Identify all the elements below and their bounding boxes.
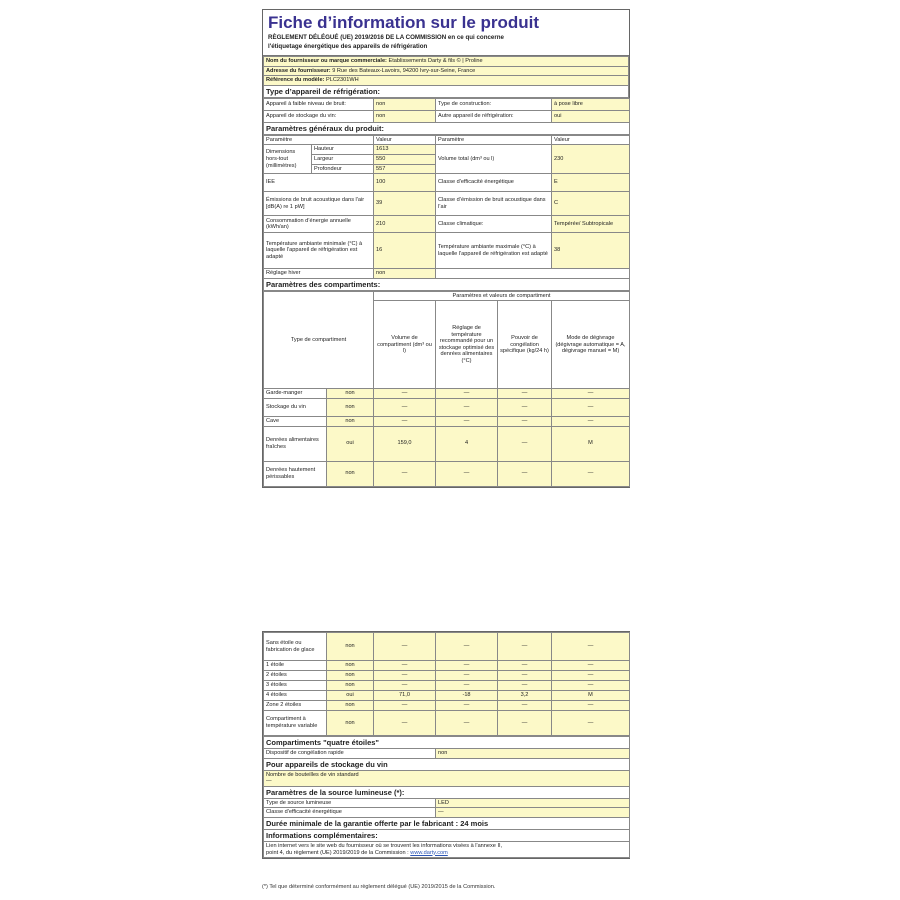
compartment-freeze: — [498,661,552,671]
compartment-volume: — [374,661,436,671]
compartment-present: oui [327,691,374,701]
compartment-name: Denrées alimentaires fraîches [264,426,327,461]
compartment-present: non [327,633,374,661]
compartment-freeze: — [498,398,552,416]
supplier-address-label: Adresse du fournisseur: [266,67,331,74]
compartment-freeze: — [498,461,552,486]
compartment-freeze: — [498,681,552,691]
compartment-volume: — [374,701,436,711]
compartment-freeze: — [498,671,552,681]
additional-info-table [263,736,630,858]
page-title: Fiche d’information sur le produit [268,13,540,32]
low-noise-label: Appareil à faible niveau de bruit: [264,98,374,110]
min-temp-value: 16 [374,233,436,269]
winter-row [264,269,630,279]
compartment-defrost: — [552,671,630,681]
param-col-header: Paramètre [264,135,374,145]
compartment-temp: — [436,633,498,661]
model-reference [264,76,629,86]
appliance-type-heading: Type d’appareil de réfrigération: [264,85,629,97]
compartment-row [264,671,630,681]
iee-label: IEE [264,174,374,192]
compartment-defrost: — [552,661,630,671]
compartment-freeze: — [498,711,552,736]
compartment-present: non [327,661,374,671]
compartment-defrost: — [552,681,630,691]
climate-label: Classe climatique: [436,216,552,233]
product-sheet-page-2 [262,631,630,859]
freeze-col-header: Pouvoir de congélation spécifique (kg/24 h) [498,301,552,389]
compartment-name: Garde-manger [264,389,327,399]
ambient-temp-row [264,233,630,269]
low-noise-value: non [374,98,436,110]
winter-label: Réglage hiver [264,269,374,279]
compartment-temp: -18 [436,691,498,701]
appliance-type-row-2 [264,110,630,122]
temp-col-header: Réglage de température recommandé pour un stockage optimisé des denrées alimentaires (°C) [436,301,498,389]
compartment-defrost: — [552,389,630,399]
compartment-temp: — [436,681,498,691]
consumption-value: 210 [374,216,436,233]
wine-appliance-label: Appareil de stockage du vin: [264,110,374,122]
compartment-name: 1 étoile [264,661,327,671]
compartment-defrost: — [552,416,630,426]
wine-bottles-row [264,770,630,786]
dimensions-label: Dimensions hors-tout (millimètres) [264,145,312,174]
iee-value: 100 [374,174,436,192]
four-star-heading: Compartiments "quatre étoiles" [264,737,630,749]
compartment-temp: — [436,398,498,416]
compartment-volume: — [374,398,436,416]
model-reference-value: PLC2301WH [326,77,359,84]
compartment-name: 2 étoiles [264,671,327,681]
noise-row [264,192,630,216]
compartment-present: non [327,711,374,736]
compartment-name: Stockage du vin [264,398,327,416]
compartment-type-header: Type de compartiment [264,291,374,389]
supplier-table [263,56,629,98]
fast-freeze-label: Dispositif de congélation rapide [264,749,436,759]
compartment-row [264,661,630,671]
compartment-defrost: — [552,711,630,736]
compartments-heading: Paramètres des compartiments: [264,278,630,290]
light-class-row [264,808,630,818]
compartment-volume: — [374,633,436,661]
compartment-present: non [327,461,374,486]
max-temp-value: 38 [552,233,630,269]
compartment-row [264,416,630,426]
height-row [264,145,630,155]
energy-class-label: Classe d'efficacité énergétique [436,174,552,192]
compartment-volume: — [374,416,436,426]
appliance-type-row-1 [264,98,630,110]
compartment-name: Zone 2 étoiles [264,701,327,711]
info-heading: Informations complémentaires: [264,829,630,841]
compartment-group-header: Paramètres et valeurs de compartiment [374,291,630,301]
noise-class-label: Classe d’émission de bruit acoustique dans l’air [436,192,552,216]
depth-value: 557 [374,164,436,174]
light-heading: Paramètres de la source lumineuse (*): [264,786,630,798]
compartment-row [264,461,630,486]
other-appliance-value: oui [552,110,630,122]
light-type-value: LED [436,798,630,808]
height-value: 1613 [374,145,436,155]
volume-value: 230 [552,145,630,174]
compartment-row [264,711,630,736]
compartment-temp: — [436,711,498,736]
compartment-row [264,701,630,711]
model-reference-row [264,76,629,86]
compartment-volume: — [374,671,436,681]
info-text-line-2 [266,850,627,857]
supplier-address-row [264,66,629,76]
wine-bottles [264,770,630,786]
volume-col-header: Volume de compartiment (dm³ ou l) [374,301,436,389]
energy-class-value: E [552,174,630,192]
supplier-name-row [264,57,629,67]
regulation-line-2: l'étiquetage énergétique des appareils de réfrigération [268,43,428,50]
supplier-address [264,66,629,76]
compartment-defrost: — [552,398,630,416]
info-text-line-1: Lien internet vers le site web du fournisseur où se trouvent les informations visées à l'annexe II, [266,842,503,849]
volume-label: Volume total (dm³ ou l) [436,145,552,174]
wine-bottles-label: Nombre de bouteilles de vin standard [266,771,359,778]
info-text-line-2-text: point 4, du règlement (UE) 2019/2019 de la Commission : [266,849,409,856]
light-type-label: Type de source lumineuse [264,798,436,808]
compartment-volume: — [374,389,436,399]
compartment-present: non [327,398,374,416]
compartment-row [264,633,630,661]
compartment-volume: 71,0 [374,691,436,701]
compartment-temp: — [436,389,498,399]
header [263,10,629,56]
compartment-temp: — [436,461,498,486]
wine-appliance-value: non [374,110,436,122]
compartment-temp: 4 [436,426,498,461]
compartment-defrost: — [552,633,630,661]
compartment-freeze: — [498,426,552,461]
footnote: (*) Tel que déterminé conformément au règlement délégué (UE) 2019/2015 de la Commission. [262,884,496,890]
compartment-volume: — [374,681,436,691]
compartment-present: non [327,389,374,399]
model-reference-label: Référence du modèle: [266,77,325,84]
compartment-temp: — [436,671,498,681]
compartment-freeze: — [498,389,552,399]
min-temp-label: Température ambiante minimale (°C) à laquelle l'appareil de réfrigération est adapté [264,233,374,269]
compartment-defrost: — [552,701,630,711]
supplier-address-value: 9 Rue des Bateaux-Lavoirs, 94200 Ivry-sur-Seine, France [332,67,476,74]
consumption-label: Consommation d’énergie annuelle (kWh/an) [264,216,374,233]
construction-label: Type de construction: [436,98,552,110]
compartment-present: non [327,681,374,691]
supplier-name [264,57,629,67]
compartment-present: oui [327,426,374,461]
depth-label: Profondeur [312,164,374,174]
compartment-freeze: 3,2 [498,691,552,701]
param-col-header-2: Paramètre [436,135,552,145]
compartment-name: Cave [264,416,327,426]
info-text [264,841,630,857]
general-params-heading: Paramètres généraux du produit: [264,122,630,134]
compartment-name: Compartiment à température variable [264,711,327,736]
construction-value: à pose libre [552,98,630,110]
compartment-present: non [327,416,374,426]
noise-value: 39 [374,192,436,216]
compartments-table-continued [263,632,630,736]
compartment-temp: — [436,701,498,711]
light-class-label: Classe d'efficacité énergétique [264,808,436,818]
light-class-value: — [436,808,630,818]
value-col-header-2: Valeur [552,135,630,145]
compartment-row [264,681,630,691]
compartment-freeze: — [498,633,552,661]
height-label: Hauteur [312,145,374,155]
compartment-defrost: M [552,426,630,461]
compartment-name: 3 étoiles [264,681,327,691]
consumption-row [264,216,630,233]
climate-value: Tempérée/ Subtropicale [552,216,630,233]
compartment-temp: — [436,661,498,671]
appliance-type-table [263,98,630,135]
compartment-name: 4 étoiles [264,691,327,701]
fast-freeze-value: non [436,749,630,759]
compartment-freeze: — [498,701,552,711]
compartment-present: non [327,701,374,711]
compartment-name: Denrées hautement périssables [264,461,327,486]
product-sheet-page-1 [262,9,630,488]
noise-label: Émissions de bruit acoustique dans l'air [dB(A) re 1 pW] [264,192,374,216]
compartment-freeze: — [498,416,552,426]
light-type-row [264,798,630,808]
wine-heading: Pour appareils de stockage du vin [264,758,630,770]
guarantee-text: Durée minimale de la garantie offerte par le fabricant : 24 mois [264,817,630,829]
compartment-row [264,426,630,461]
max-temp-label: Température ambiante maximale (°C) à laquelle l'appareil de réfrigération est adapté [436,233,552,269]
general-params-header-row [264,135,630,145]
compartment-row [264,398,630,416]
compartment-volume: — [374,711,436,736]
info-row [264,841,630,857]
compartment-defrost: — [552,461,630,486]
compartment-defrost: M [552,691,630,701]
supplier-name-value: Etablissements Darty & fils © | Proline [388,58,483,64]
general-params-table [263,135,630,291]
defrost-col-header: Mode de dégivrage (dégivrage automatique = A, dégivrage manuel = M) [552,301,630,389]
other-appliance-label: Autre appareil de réfrigération: [436,110,552,122]
compartment-temp: — [436,416,498,426]
compartment-present: non [327,671,374,681]
winter-value: non [374,269,436,279]
compartments-group-header-row [264,291,630,301]
value-col-header: Valeur [374,135,436,145]
compartment-volume: — [374,461,436,486]
noise-class-value: C [552,192,630,216]
compartments-table [263,291,630,487]
fast-freeze-row [264,749,630,759]
width-value: 550 [374,154,436,164]
supplier-name-label: Nom du fournisseur ou marque commerciale: [266,58,387,64]
compartment-name: Sans étoile ou fabrication de glace [264,633,327,661]
wine-bottles-value: — [266,778,272,785]
compartment-volume: 159,0 [374,426,436,461]
regulation-line-1: RÈGLEMENT DÉLÉGUÉ (UE) 2019/2016 DE LA COMMISSION en ce qui concerne [268,34,504,41]
iee-row [264,174,630,192]
compartment-row [264,389,630,399]
supplier-website-link[interactable]: www.darty.com [410,849,448,856]
width-label: Largeur [312,154,374,164]
compartment-row [264,691,630,701]
